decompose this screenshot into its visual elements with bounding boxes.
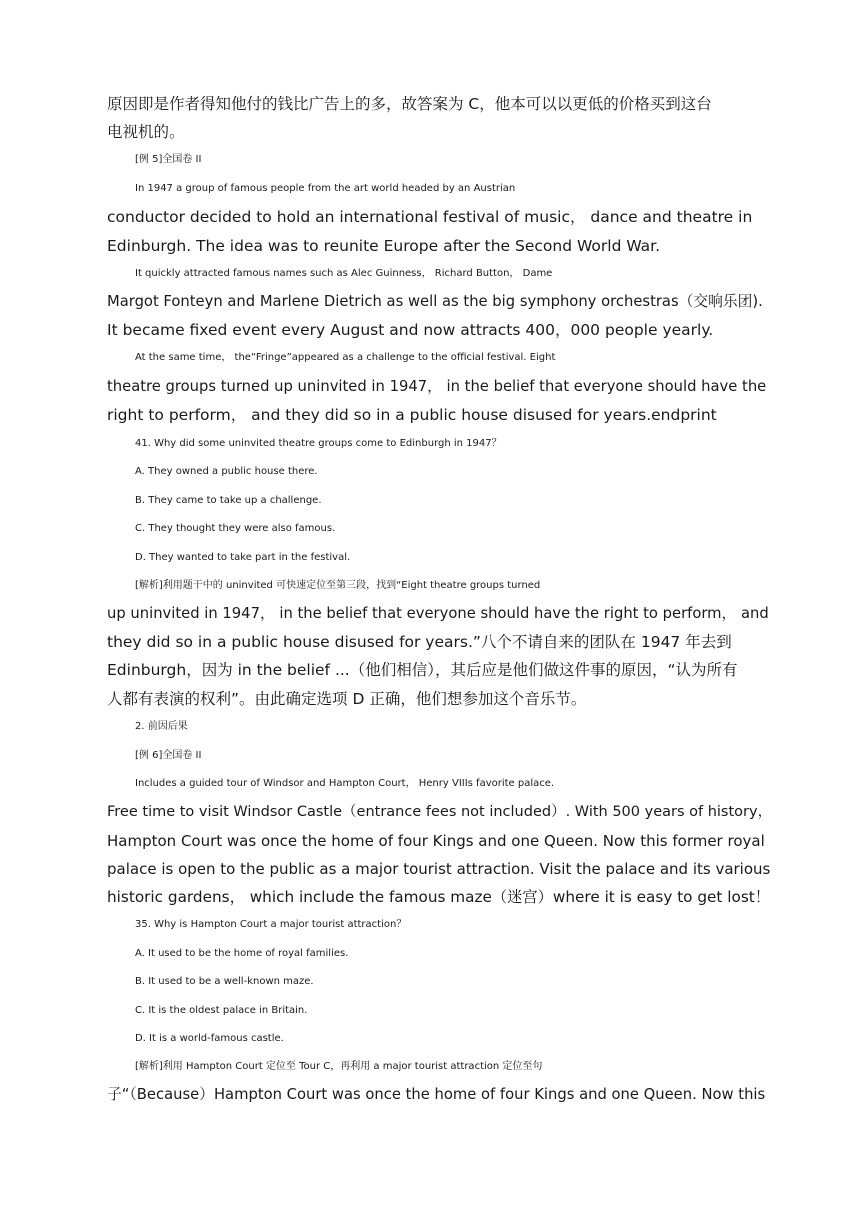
passage-line: right to perform， and they did so in a public house disused for years.endprint [107, 406, 717, 424]
analysis-line: they did so in a public house disused for years.”八个不请自来的团队在 1947 年去到 [107, 633, 732, 651]
passage-line: Includes a guided tour of Windsor and Hampton Court， Henry VIIIs favorite palace. [135, 778, 555, 789]
passage-line: Hampton Court was once the home of four Kings and one Queen. Now this former royal [107, 832, 765, 850]
section-heading: 2. 前因后果 [135, 721, 188, 732]
analysis-line: Edinburgh，因为 in the belief ...（他们相信），其后应是他们做这件事的原因，“认为所有 [107, 661, 738, 679]
passage-line: Free time to visit Windsor Castle（entrance fees not included）. With 500 years of history， [107, 804, 773, 820]
answer-option: A. They owned a public house there. [135, 466, 318, 477]
passage-line: It became fixed event every August and now attracts 400，000 people yearly. [107, 321, 714, 339]
passage-line: Margot Fonteyn and Marlene Dietrich as well as the big symphony orchestras（交响乐团). [107, 293, 763, 310]
passage-line: At the same time， the“Fringe”appeared as a challenge to the official festival. Eight [135, 352, 556, 363]
answer-option: D. They wanted to take part in the festival. [135, 552, 351, 563]
analysis-line: [解析]利用题干中的 uninvited 可快速定位至第三段，找到“Eight theatre groups turned [135, 580, 541, 591]
example-heading: [例 6]全国卷 II [135, 750, 202, 761]
analysis-line: 子“（Because）Hampton Court was once the home of four Kings and one Queen. Now this [107, 1086, 766, 1103]
passage-line: historic gardens， which include the famous maze（迷宫）where it is easy to get lost！ [107, 888, 770, 906]
answer-option: C. They thought they were also famous. [135, 523, 336, 534]
answer-option: D. It is a world-famous castle. [135, 1033, 284, 1044]
answer-option: B. They came to take up a challenge. [135, 495, 322, 506]
text-line: 电视机的。 [107, 123, 185, 141]
passage-line: palace is open to the public as a major tourist attraction. Visit the palace and its various [107, 860, 771, 878]
passage-line: In 1947 a group of famous people from the art world headed by an Austrian [135, 183, 516, 194]
passage-line: It quickly attracted famous names such as Alec Guinness， Richard Button， Dame [135, 268, 553, 279]
passage-line: theatre groups turned up uninvited in 1947， in the belief that everyone should have the [107, 378, 767, 395]
answer-option: A. It used to be the home of royal families. [135, 948, 349, 959]
analysis-line: [解析]利用 Hampton Court 定位至 Tour C，再利用 a major tourist attraction 定位至句 [135, 1061, 543, 1072]
answer-option: B. It used to be a well-known maze. [135, 976, 314, 987]
text-line: 原因即是作者得知他付的钱比广告上的多，故答案为 C，他本可以以更低的价格买到这台 [107, 95, 712, 113]
question-text: 41. Why did some uninvited theatre groups come to Edinburgh in 1947？ [135, 438, 502, 449]
example-heading: [例 5]全国卷 II [135, 154, 202, 165]
passage-line: conductor decided to hold an international festival of music， dance and theatre in [107, 208, 753, 226]
passage-line: Edinburgh. The idea was to reunite Europe after the Second World War. [107, 237, 661, 255]
answer-option: C. It is the oldest palace in Britain. [135, 1005, 308, 1016]
analysis-line: up uninvited in 1947， in the belief that everyone should have the right to perform， and [107, 605, 769, 622]
analysis-line: 人都有表演的权利”。由此确定选项 D 正确，他们想参加这个音乐节。 [107, 690, 587, 708]
question-text: 35. Why is Hampton Court a major tourist attraction？ [135, 919, 407, 930]
